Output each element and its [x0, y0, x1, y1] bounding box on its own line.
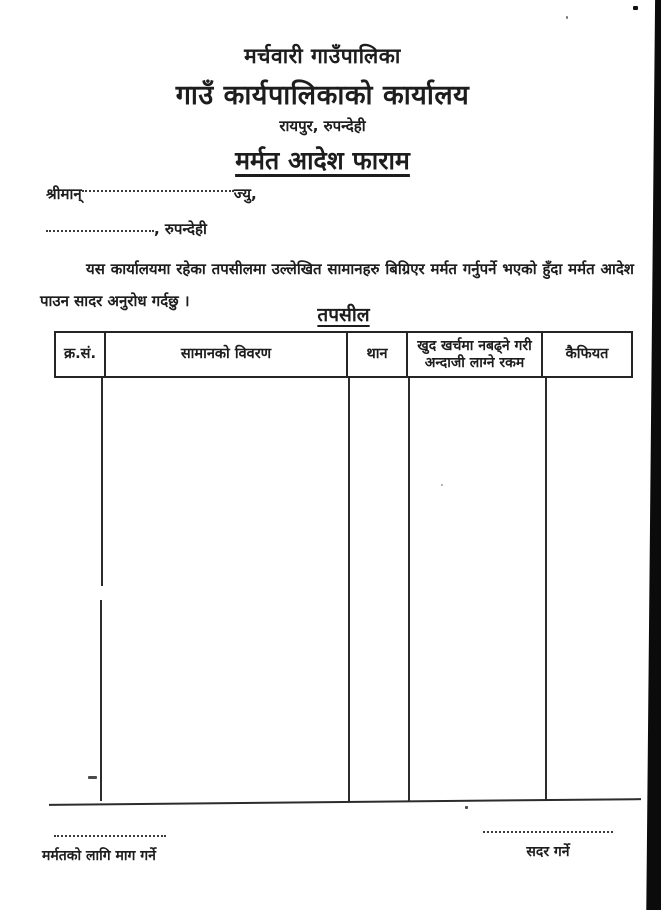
table-rule	[100, 600, 102, 801]
schedule-title-wrap	[57, 301, 630, 327]
schedule-title: तपसील	[317, 304, 370, 326]
col-header-serial-number: क्र.सं.	[56, 333, 106, 376]
signature-requester	[42, 833, 166, 865]
table-rule	[348, 378, 350, 802]
office-name: गाउँ कार्यपालिकाको कार्यालय	[175, 80, 470, 111]
requester-label: मर्मतको लागि माग गर्ने	[42, 848, 156, 864]
table-header-row	[54, 331, 633, 378]
salutation-prefix: श्रीमान्	[46, 185, 82, 203]
scan-edge-artifact	[645, 0, 661, 910]
table-rule	[101, 378, 103, 586]
salutation-line	[46, 184, 257, 204]
address-suffix: , रुपन्देही	[154, 220, 207, 238]
municipality-name: मर्चवारी गाउँपालिका	[244, 44, 401, 68]
signature-approver	[477, 829, 619, 861]
signature-line	[483, 829, 613, 833]
office-location: रायपुर, रुपन्देही	[279, 117, 366, 135]
salutation-suffix: ज्यु,	[233, 185, 257, 203]
col-header-item-description: सामानको विवरण	[106, 333, 348, 376]
fill-in-blank-address	[46, 228, 154, 232]
form-title: मर्मत आदेश फाराम	[235, 146, 410, 175]
letterhead	[0, 42, 645, 177]
scan-speck	[633, 6, 638, 10]
table-bottom-rule	[49, 798, 641, 806]
schedule-table	[57, 331, 630, 805]
scan-speck	[465, 806, 468, 809]
col-header-quantity: थान	[348, 333, 408, 376]
fill-in-blank-recipient	[82, 188, 234, 192]
request-paragraph: यस कार्यालयमा रहेका तपसीलमा उल्लेखित सामानहरु बिग्रिएर मर्मत गर्नुपर्ने भएको हुँदा मर्मत आदेश पाउन सादर अनुरोध गर्दछु ।	[40, 260, 634, 310]
signature-line	[54, 833, 166, 837]
address-line	[46, 219, 207, 239]
approver-label: सदर गर्ने	[526, 844, 570, 860]
scan-speck	[566, 16, 568, 19]
col-header-remarks: कैफियत	[565, 345, 609, 362]
table-body-empty	[57, 378, 630, 805]
table-rule	[545, 378, 547, 801]
col-header-estimated-amount: खुद खर्चमा नबढ्ने गरी अन्दाजी लाग्ने रकम	[408, 333, 543, 376]
table-rule	[408, 378, 410, 802]
